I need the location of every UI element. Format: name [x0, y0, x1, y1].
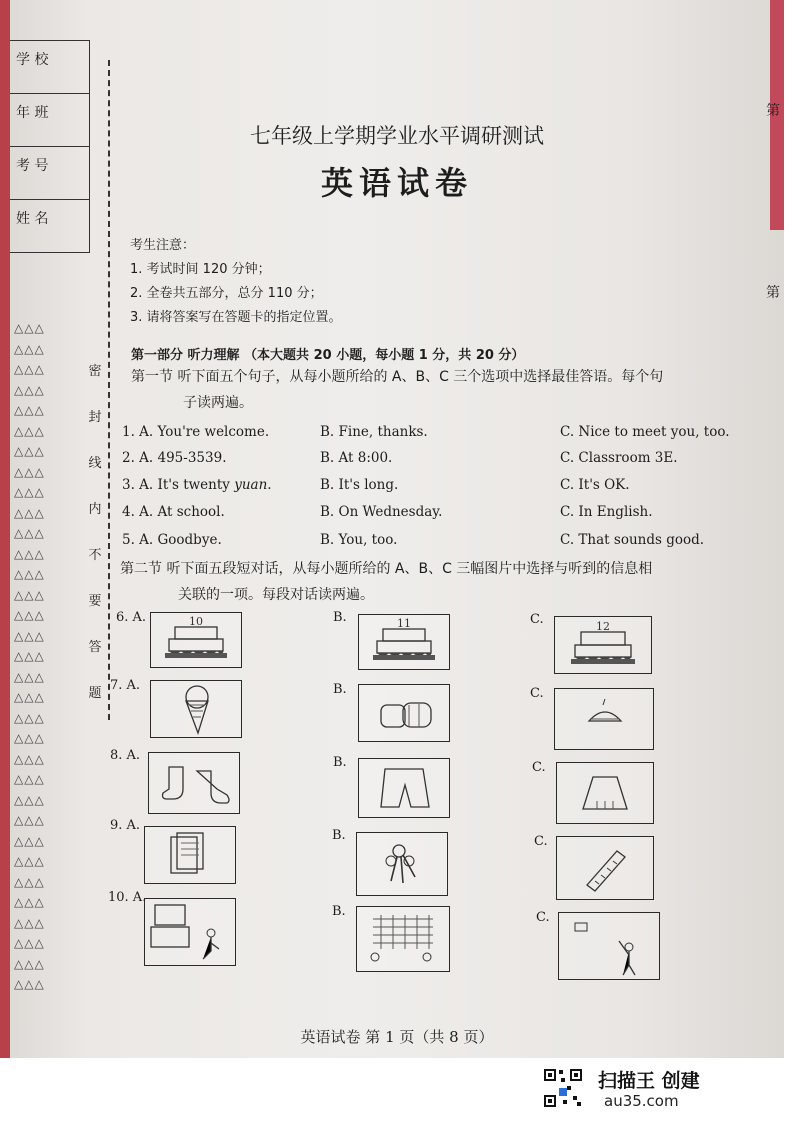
class-field: 年 班 — [10, 93, 90, 147]
watermark-url: au35.com — [604, 1092, 679, 1110]
triangle-row: △△△ — [14, 977, 45, 991]
triangle-row: △△△ — [14, 321, 45, 335]
triangle-row: △△△ — [14, 772, 45, 786]
cake-number-10: 10 — [189, 615, 203, 628]
watermark-name: 扫描王 创建 — [598, 1070, 700, 1092]
triangle-row: △△△ — [14, 854, 45, 868]
triangle-row: △△△ — [14, 423, 45, 438]
triangle-row: △△△ — [14, 690, 45, 704]
triangle-row: △△△ — [14, 813, 45, 827]
triangle-row: △△△ — [14, 485, 45, 499]
triangle-row: △△△ — [14, 608, 45, 622]
q9-ruler-image — [556, 836, 654, 900]
q9-notebooks-image — [144, 826, 236, 884]
cake-number-11: 11 — [397, 617, 411, 630]
section2-instruction: 第二节 听下面五段短对话，从每小题所给的 A、B、C 三幅图片中选择与听到的信息相 关联的一项。每段对话读两遍。 — [120, 561, 653, 603]
triangle-row: △△△ — [14, 874, 45, 889]
triangle-row: △△△ — [14, 915, 45, 930]
triangle-row: △△△ — [14, 546, 45, 561]
q6-cake-10-image — [150, 612, 242, 668]
triangle-row: △△△ — [14, 669, 45, 684]
subject-title: 英语试卷 — [320, 164, 473, 202]
triangle-row: △△△ — [14, 628, 45, 643]
part1-title: 第一部分 听力理解 （本大题共 20 小题，每小题 1 分，共 20 分） — [131, 348, 525, 363]
triangle-row: △△△ — [14, 649, 45, 663]
triangle-row: △△△ — [14, 505, 45, 520]
triangle-row: △△△ — [14, 833, 45, 848]
q8-label: 8. A. — [110, 748, 141, 763]
triangle-row: △△△ — [14, 444, 45, 458]
qr-code-icon — [543, 1068, 583, 1108]
q8-socks-image — [148, 752, 240, 814]
triangle-row: △△△ — [14, 382, 45, 397]
triangle-row: △△△ — [14, 936, 45, 950]
triangle-row: △△△ — [14, 710, 45, 725]
name-field: 姓 名 — [10, 199, 90, 253]
q10-label: 10. A. — [108, 890, 147, 905]
exam-number-field: 考 号 — [10, 146, 90, 200]
next-page-char: 第 — [766, 103, 780, 119]
triangle-row: △△△ — [14, 362, 45, 376]
q9-keys-image — [356, 832, 448, 896]
triangle-row: △△△ — [14, 792, 45, 807]
q10-c-label: C. — [536, 910, 550, 925]
q8-c-label: C. — [532, 760, 546, 775]
candidate-notice: 考生注意： 1. 考试时间 120 分钟； 2. 全卷共五部分，总分 110 分； 3. 请将答案写在答题卡的指定位置。 — [130, 238, 342, 325]
q6-cake-12-image — [554, 616, 652, 674]
q10-tv-scene-image — [144, 898, 236, 966]
next-page-char-2: 第 — [766, 285, 780, 301]
triangle-row: △△△ — [14, 403, 45, 417]
q8-b-label: B. — [333, 755, 347, 770]
q10-b-label: B. — [332, 904, 346, 919]
q7-c-label: C. — [530, 686, 544, 701]
triangle-row: △△△ — [14, 895, 45, 909]
q6-c-label: C. — [530, 612, 544, 627]
triangle-row: △△△ — [14, 341, 45, 356]
q6-cake-11-image — [358, 614, 450, 670]
q7-ice-cream-image — [150, 680, 242, 738]
q9-b-label: B. — [332, 828, 346, 843]
q10-volleyball-scene-image — [356, 906, 450, 972]
q10-basketball-scene-image — [558, 912, 660, 980]
q6-b-label: B. — [333, 610, 347, 625]
triangle-row: △△△ — [14, 731, 45, 745]
cake-number-12: 12 — [596, 620, 610, 633]
school-field: 学 校 — [10, 40, 90, 94]
triangle-row: △△△ — [14, 587, 45, 602]
q7-fruit-image — [554, 688, 654, 750]
triangle-row: △△△ — [14, 526, 45, 540]
triangle-row: △△△ — [14, 464, 45, 479]
triangle-row: △△△ — [14, 956, 45, 971]
q7-b-label: B. — [333, 682, 347, 697]
q8-skirt-image — [556, 762, 654, 824]
q9-c-label: C. — [534, 834, 548, 849]
section1-instruction: 第一节 听下面五个句子，从每小题所给的 A、B、C 三个选项中选择最佳答语。每个句 子读两遍。 — [131, 369, 664, 411]
q7-label: 7. A. — [110, 678, 141, 693]
q6-label: 6. A. — [116, 610, 147, 625]
q9-label: 9. A. — [110, 818, 141, 833]
triangle-row: △△△ — [14, 567, 45, 581]
q7-bread-image — [358, 684, 450, 742]
q8-shorts-image — [358, 758, 450, 818]
page-footer: 英语试卷 第 1 页（共 8 页） — [300, 1028, 494, 1046]
exam-title: 七年级上学期学业水平调研测试 — [250, 124, 544, 148]
triangle-decoration — [14, 318, 74, 995]
triangle-row: △△△ — [14, 751, 45, 766]
seal-line-text: 密 封 线 内 不 要 答 题 — [88, 364, 102, 701]
